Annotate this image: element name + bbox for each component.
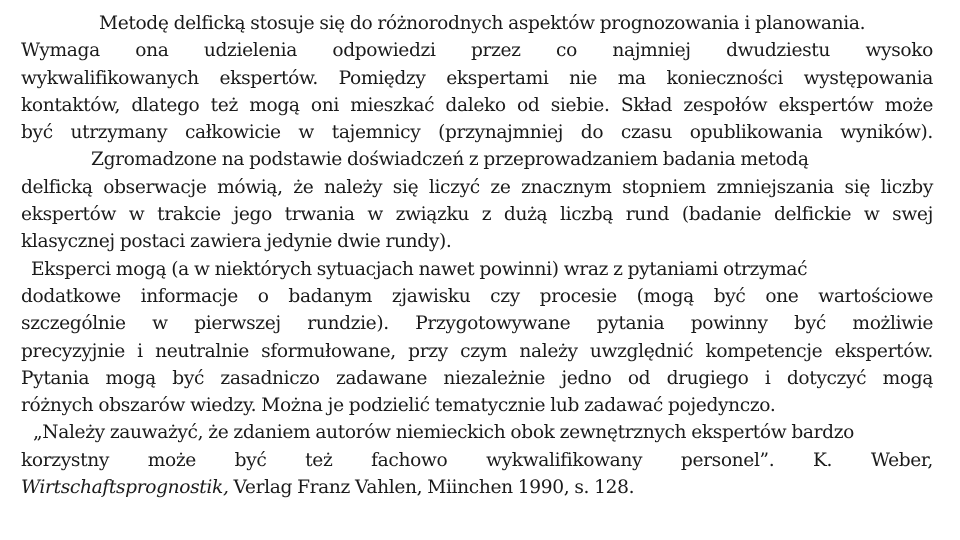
paragraph-1-line-1: Metodę delficką stosuje się do różnorodnych aspektów prognozowania i planowania. [99, 13, 866, 34]
paragraph-3-line-6: różnych obszarów wiedzy. Można je podzielić tematycznie lub zadawać pojedynczo. [21, 395, 776, 417]
document-body [21, 10, 933, 501]
citation-details: Verlag Franz Vahlen, Miinchen 1990, s. 128. [228, 477, 635, 499]
paragraph-1-line-5: być utrzymany całkowicie w tajemnicy (przynajmniej do czasu opublikowania wyników). [21, 122, 933, 144]
citation-line [21, 474, 933, 501]
paragraph-3-line-3: szczególnie w pierwszej rundzie). Przygotowywane pytania powinny być możliwie [21, 313, 933, 335]
paragraph-3-line-5: Pytania mogą być zasadniczo zadawane niezależnie jedno od drugiego i dotyczyć mogą [21, 367, 933, 389]
paragraph-2-line-1: Zgromadzone na podstawie doświadczeń z przeprowadzaniem badania metodą [91, 149, 809, 171]
paragraph-1-line-3: wykwalifikowanych ekspertów. Pomiędzy ekspertami nie ma konieczności występowania [21, 67, 933, 89]
citation-title: Wirtschaftsprognostik, [21, 477, 229, 499]
quote-line-1: „Należy zauważyć, że zdaniem autorów niemieckich obok zewnętrznych ekspertów bardzo [33, 422, 854, 444]
paragraph-1-line-2: Wymaga ona udzielenia odpowiedzi przez co najmniej dwudziestu wysoko [21, 40, 933, 62]
paragraph-2-line-2: delficką obserwacje mówią, że należy się liczyć ze znacznym stopniem zmniejszania się liczby [21, 176, 933, 198]
paragraph-2-line-4: klasycznej postaci zawiera jedynie dwie rundy). [21, 231, 452, 253]
quote-line-2: korzystny może być też fachowo wykwalifikowany personel”. K. Weber, [21, 449, 933, 471]
paragraph-3-line-4: precyzyjnie i neutralnie sformułowane, przy czym należy uwzględnić kompetencje ekspertów. [21, 340, 933, 362]
paragraph-3-line-2: dodatkowe informacje o badanym zjawisku czy procesie (mogą być one wartościowe [21, 285, 933, 307]
paragraph-1-line-4: kontaktów, dlatego też mogą oni mieszkać daleko od siebie. Skład zespołów ekspertów może [21, 94, 933, 116]
paragraph-2-line-3: ekspertów w trakcie jego trwania w związku z dużą liczbą rund (badanie delfickie w swej [21, 204, 933, 226]
paragraph-3-line-1: Eksperci mogą (a w niektórych sytuacjach nawet powinni) wraz z pytaniami otrzymać [31, 258, 808, 280]
